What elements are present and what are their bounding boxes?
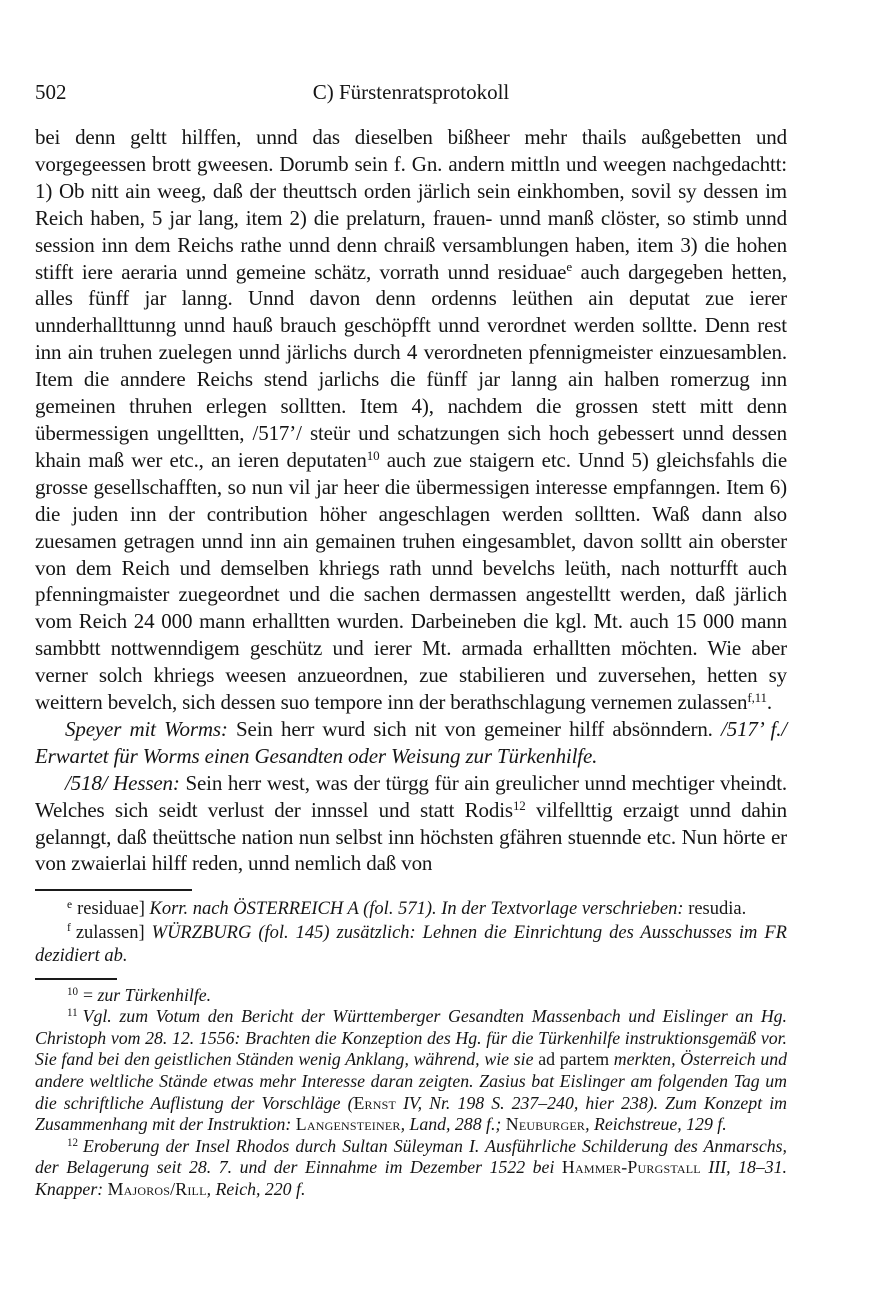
text-segment: , bbox=[400, 1114, 410, 1135]
paragraph-votum-continuation bbox=[35, 124, 787, 716]
text-segment: auch dargegeben hetten, alles fünff jar lanng. Unnd davon denn ordenns leüthen ain deputat zue ierer unnderhallttunng unnd hauß brauch geschöpfft unnd verordnet werden solltte. Denn rest inn ain truhen zuelegen unnd järlichs durch 4 verordneten pfennigmeister einzuesamblen. Item die anndere Reichs stend jarlichs die fünff jar lanng ain halben romerzug inn gemeinen thruhen erlegen solltten. Item 4), nachdem die grossen stett mitt denn übermessigen ungelltten, /517’/ steür und schatzungen sich hoch gebessert unnd dessen khain maß wer etc., an ieren deputaten bbox=[35, 259, 788, 472]
footnote-10-text bbox=[83, 985, 211, 1005]
text-segment: = bbox=[83, 984, 98, 1005]
text-segment: vilfellttig erzaigt unnd dahin gelanngt, daß theüttsche nation nun selbst inn höchsten gfähren stuennde etc. Nun hörte er von zwaierlai hilff reden, unnd nemlich daß von bbox=[35, 797, 787, 876]
text-segment: auch zue staigern etc. Unnd 5) gleichsfahls die grosse gesellschafften, so nun vil jar heer die übermessigen interesse empfanngen. Item 6) die juden inn der contribution höher angeschlagen werden solltten. Waß dann also zuesamen getragen unnd inn ain gemainen truhen eingesamblet, davon solltt ain oberster von dem Reich und demselben khriegs rath unnd bevelchs leüth, nach notturfft auch pfenningmaister zuegeordnet und die sachen dermassen angestelltt werden, daß järlich vom Reich 24 000 mann erhalltten wurden. Darbeineben die kgl. Mt. auch 15 000 mann sambbtt nottwenndigem geschütz und ierer Mt. armada erhalltten möchten. Wie aber verner solch khriegs weesen anzueordnen, zue stabilieren und zuversehen, hetten sy weittern bevelch, sich dessen suo tempore inn der berathschlagung vernemen zulassen bbox=[35, 447, 787, 715]
text-segment: Reichstreue, 129 f. bbox=[594, 1114, 727, 1135]
paragraph-hessen bbox=[35, 770, 787, 878]
text-segment: Korr. nach ÖSTERREICH A (fol. 571). In der Textvorlage verschrieben: bbox=[149, 899, 689, 920]
text-segment: III, 18–31. Knapper: bbox=[35, 1157, 787, 1199]
text-segment: Vgl. zum Votum den Bericht der Württemberger Gesandten Massenbach und Eislinger an Hg. Christoph vom 28. 12. 1556: Brachten die Konzeption des Hg. für die Türkenhilfe instruktionsgemäß vor. Sie fand bei den geistlichen Ständen wenig Anklang, während, wie sie bbox=[35, 1006, 787, 1070]
footnote-reference: f,11 bbox=[747, 689, 767, 705]
footnote-marker-12: 12 bbox=[67, 1136, 79, 1149]
footnote-marker-e: e bbox=[67, 899, 73, 912]
page-number: 502 bbox=[35, 80, 67, 104]
text-segment: IV, Nr. 198 S. 237–240, hier 238). Zum Konzept im Zusammenhang mit der Instruktion: bbox=[35, 1092, 787, 1135]
footnote-marker-f: f bbox=[67, 922, 71, 935]
footnote-11-text bbox=[35, 1006, 787, 1134]
footnote-e-text bbox=[77, 899, 746, 919]
text-segment: /518/ Hessen: bbox=[65, 770, 186, 795]
footnote-f bbox=[35, 922, 787, 969]
text-segment: Speyer mit Worms: bbox=[65, 716, 237, 741]
footnote-separator-rule-letters bbox=[35, 889, 192, 891]
text-segment: Eroberung der Insel Rhodos durch Sultan Süleyman I. Ausführliche Schilderung des Anmarschs, der Belagerung seit 28. 7. und der Einnahme im Dezember 1522 bei bbox=[35, 1135, 787, 1178]
text-segment: . bbox=[766, 690, 773, 715]
text-segment: merkten, Österreich und andere weltliche Stände etwas mehr Interesse daran zeigten. Zasius bat Eislinger am folgenden Tag um die schriftliche Auflistung der Vorschläge ( bbox=[35, 1049, 788, 1113]
footnote-marker-10: 10 bbox=[67, 985, 79, 998]
text-segment: resudia. bbox=[688, 899, 747, 920]
text-segment: WÜRZBURG (fol. 145) zusätzlich: Lehnen die Einrichtung des Ausschusses im FR dezidiert ab. bbox=[35, 922, 787, 967]
text-segment: zur Türkenhilfe. bbox=[97, 984, 212, 1005]
text-segment: residuae] bbox=[77, 899, 150, 920]
footnote-reference: e bbox=[566, 259, 572, 275]
page-header bbox=[35, 80, 787, 104]
footnote-12 bbox=[35, 1136, 787, 1201]
footnote-f-text bbox=[35, 923, 787, 966]
footnote-reference: 10 bbox=[366, 447, 380, 463]
text-segment: Neuburger bbox=[505, 1114, 586, 1135]
text-segment: ad partem bbox=[538, 1049, 610, 1070]
footnote-11 bbox=[35, 1006, 787, 1136]
text-segment: , bbox=[585, 1114, 594, 1135]
footnote-e bbox=[35, 898, 787, 921]
footnote-separator-rule-numbers bbox=[35, 978, 117, 980]
footnotes-numbers bbox=[35, 985, 787, 1201]
text-segment: Reich, 220 f. bbox=[215, 1178, 306, 1199]
text-segment: bei denn geltt hilffen, unnd das dieselben bißheer mehr thails außgebetten und vorgegeessen brott gweesen. Dorumb sein f. Gn. andern mittln und weegen nachgedachtt: 1) Ob nitt ain weeg, daß der theuttsch orden järlich sein einkhomben, sovil sy dessen im Reich haben, 5 jar lang, item 2) die prelaturn, frauen- unnd manß clöster, so stimb unnd session inn dem Reichs rathe unnd denn chraiß versamblungen haben, item 3) die hohen stifft iere aeraria unnd gemeine schätz, vorrath unnd residuae bbox=[35, 125, 787, 284]
footnote-marker-11: 11 bbox=[67, 1007, 78, 1020]
text-segment: , bbox=[206, 1178, 216, 1199]
text-segment: Sein herr west, was der türgg für ain greulicher unnd mechtiger vheindt. Welches sich seidt verlust der innssel und statt Rodis bbox=[35, 770, 788, 822]
text-segment: Sein herr wurd sich nit von gemeiner hilff absönndern. bbox=[236, 716, 722, 741]
text-segment: Majoros/Rill bbox=[107, 1178, 207, 1199]
type-area bbox=[35, 80, 787, 1201]
text-segment: Langensteiner bbox=[295, 1114, 401, 1135]
footnotes-letters bbox=[35, 898, 787, 968]
text-segment: Land, 288 f.; bbox=[409, 1114, 506, 1135]
footnote-12-text bbox=[35, 1136, 787, 1199]
text-segment: Hammer-Purgstall bbox=[561, 1157, 701, 1178]
body-text bbox=[35, 124, 787, 877]
footnote-10 bbox=[35, 985, 787, 1007]
running-title: C) Fürstenratsprotokoll bbox=[312, 80, 510, 104]
paragraph-speyer-mit-worms bbox=[35, 716, 787, 770]
text-segment: /517’ f./ Erwartet für Worms einen Gesandten oder Weisung zur Türkenhilfe. bbox=[35, 716, 787, 768]
text-segment: Ernst bbox=[353, 1092, 397, 1113]
footnote-reference: 12 bbox=[512, 797, 526, 813]
text-segment: zulassen] bbox=[75, 922, 152, 943]
